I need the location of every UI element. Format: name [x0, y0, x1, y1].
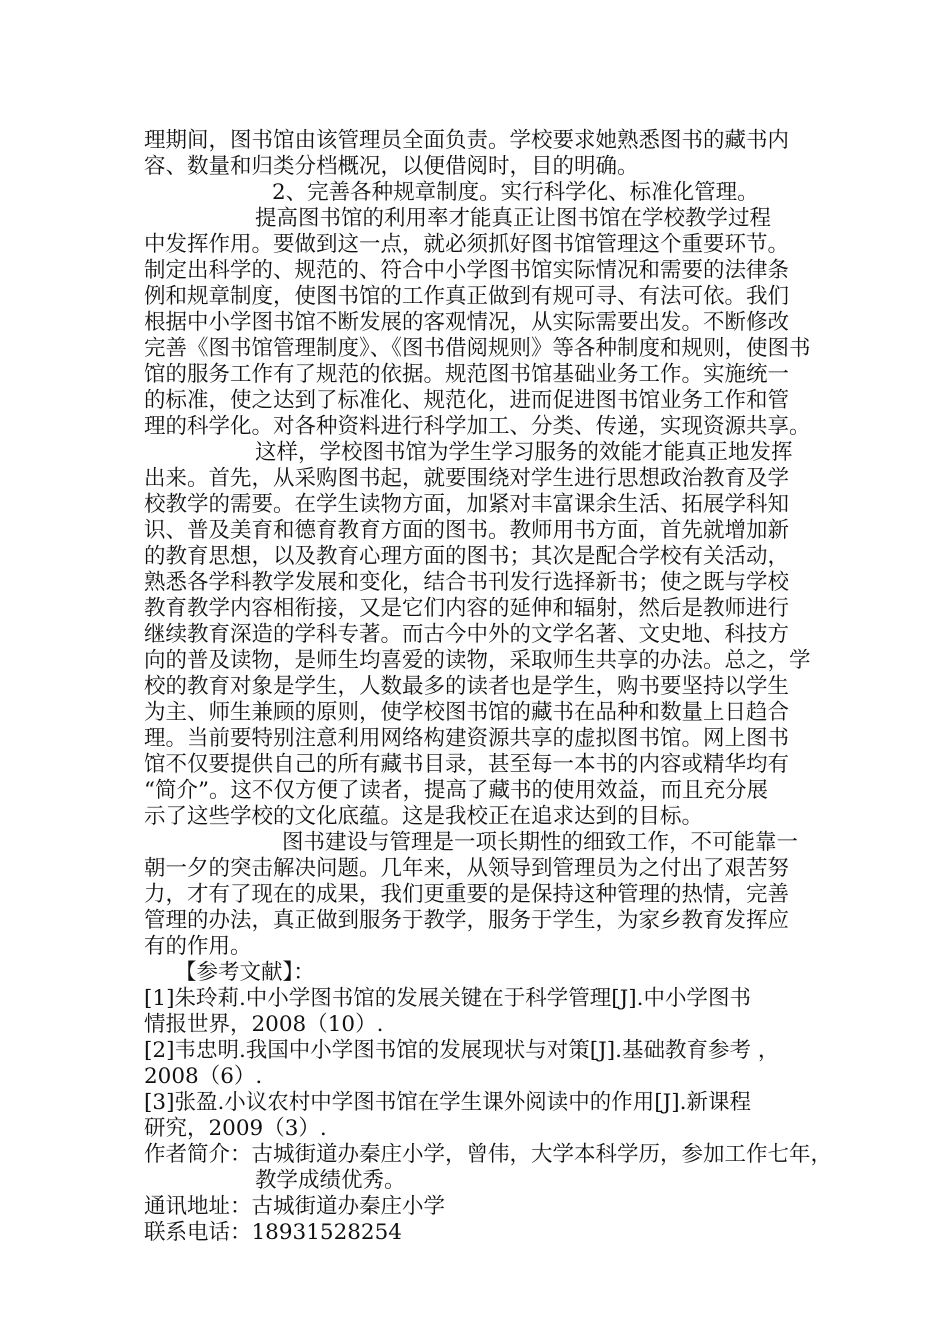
- references-heading: 【参考文献】：: [175, 960, 315, 985]
- text-line: 继续教育深造的学科专著。而古今中外的文学名著、文史地、科技方: [144, 622, 790, 647]
- text-line: 理的科学化。对各种资料进行科学加工、分类、传递，实现资源共享。: [144, 414, 811, 439]
- text-line: 例和规章制度，使图书馆的工作真正做到有规可寻、有法可依。我们: [144, 284, 790, 309]
- text-line: 为主、师生兼顾的原则，使学校图书馆的藏书在品种和数量上日趋合: [144, 700, 790, 725]
- text-line: 馆的服务工作有了规范的依据。规范图书馆基础业务工作。实施统一: [144, 362, 790, 387]
- reference-line: [3]张盈.小议农村中学图书馆在学生课外阅读中的作用[J].新课程: [144, 1090, 752, 1115]
- text-line: 朝一夕的突击解决问题。几年来，从领导到管理员为之付出了艰苦努: [144, 856, 790, 881]
- text-line: 馆不仅要提供自己的所有藏书目录，甚至每一本书的内容或精华均有: [144, 752, 790, 777]
- text-line: 完善《图书馆管理制度》、《图书借阅规则》等各种制度和规则，使图书: [144, 336, 811, 361]
- reference-line: 2008（6）.: [144, 1064, 263, 1089]
- reference-line: [2]韦忠明.我国中小学图书馆的发展现状与对策[J].基础教育参考 ，: [144, 1038, 780, 1063]
- text-line: 识、普及美育和德育教育方面的图书。教师用书方面，首先就增加新: [144, 518, 790, 543]
- text-line: 图书建设与管理是一项长期性的细致工作，不可能靠一: [282, 830, 799, 855]
- text-line: 提高图书馆的利用率才能真正让图书馆在学校教学过程: [255, 206, 772, 231]
- text-line: 校教学的需要。在学生读物方面，加紧对丰富课余生活、拓展学科知: [144, 492, 790, 517]
- text-line: 有的作用。: [144, 934, 252, 959]
- author-bio: 作者简介：古城街道办秦庄小学，曾伟，大学本科学历，参加工作七年，: [144, 1142, 833, 1167]
- text-line: 这样，学校图书馆为学生学习服务的效能才能真正地发挥: [255, 440, 793, 465]
- text-line: 理期间，图书馆由该管理员全面负责。学校要求她熟悉图书的藏书内: [144, 128, 790, 153]
- reference-line: [1]朱玲莉.中小学图书馆的发展关键在于科学管理[J].中小学图书: [144, 986, 752, 1011]
- text-line: 根据中小学图书馆不断发展的客观情况，从实际需要出发。不断修改: [144, 310, 790, 335]
- text-line: 出来。首先，从采购图书起，就要围绕对学生进行思想政治教育及学: [144, 466, 790, 491]
- text-line: “简介”。这不仅方便了读者，提高了藏书的使用效益，而且充分展: [144, 778, 768, 803]
- text-line: 理。当前要特别注意利用网络构建资源共享的虚拟图书馆。网上图书: [144, 726, 790, 751]
- contact-address: 通讯地址：古城街道办秦庄小学: [144, 1194, 446, 1219]
- text-line: 的教育思想，以及教育心理方面的图书；其次是配合学校有关活动，: [144, 544, 790, 569]
- text-line: 示了这些学校的文化底蕴。这是我校正在追求达到的目标。: [144, 804, 704, 829]
- text-line: 校的教育对象是学生，人数最多的读者也是学生，购书要坚持以学生: [144, 674, 790, 699]
- reference-line: 研究，2009（3）.: [144, 1116, 327, 1141]
- text-line: 容、数量和归类分档概况，以便借阅时，目的明确。: [144, 154, 639, 179]
- text-line: 制定出科学的、规范的、符合中小学图书馆实际情况和需要的法律条: [144, 258, 790, 283]
- text-line: 管理的办法，真正做到服务于教学，服务于学生，为家乡教育发挥应: [144, 908, 790, 933]
- text-line: 教育教学内容相衔接，又是它们内容的延伸和辐射，然后是教师进行: [144, 596, 790, 621]
- text-line: 力，才有了现在的成果，我们更重要的是保持这种管理的热情，完善: [144, 882, 790, 907]
- author-bio: 教学成绩优秀。: [255, 1168, 406, 1193]
- contact-phone: 联系电话：18931528254: [144, 1220, 402, 1245]
- text-line: 向的普及读物，是师生均喜爱的读物，采取师生共享的办法。总之，学: [144, 648, 811, 673]
- reference-line: 情报世界，2008（10）.: [144, 1012, 384, 1037]
- text-line: 中发挥作用。要做到这一点，就必须抓好图书馆管理这个重要环节。: [144, 232, 790, 257]
- text-line: 熟悉各学科教学发展和变化，结合书刊发行选择新书；使之既与学校: [144, 570, 790, 595]
- section-heading: 2、完善各种规章制度。实行科学化、标准化管理。: [272, 180, 759, 205]
- text-line: 的标准，使之达到了标准化、规范化，进而促进图书馆业务工作和管: [144, 388, 790, 413]
